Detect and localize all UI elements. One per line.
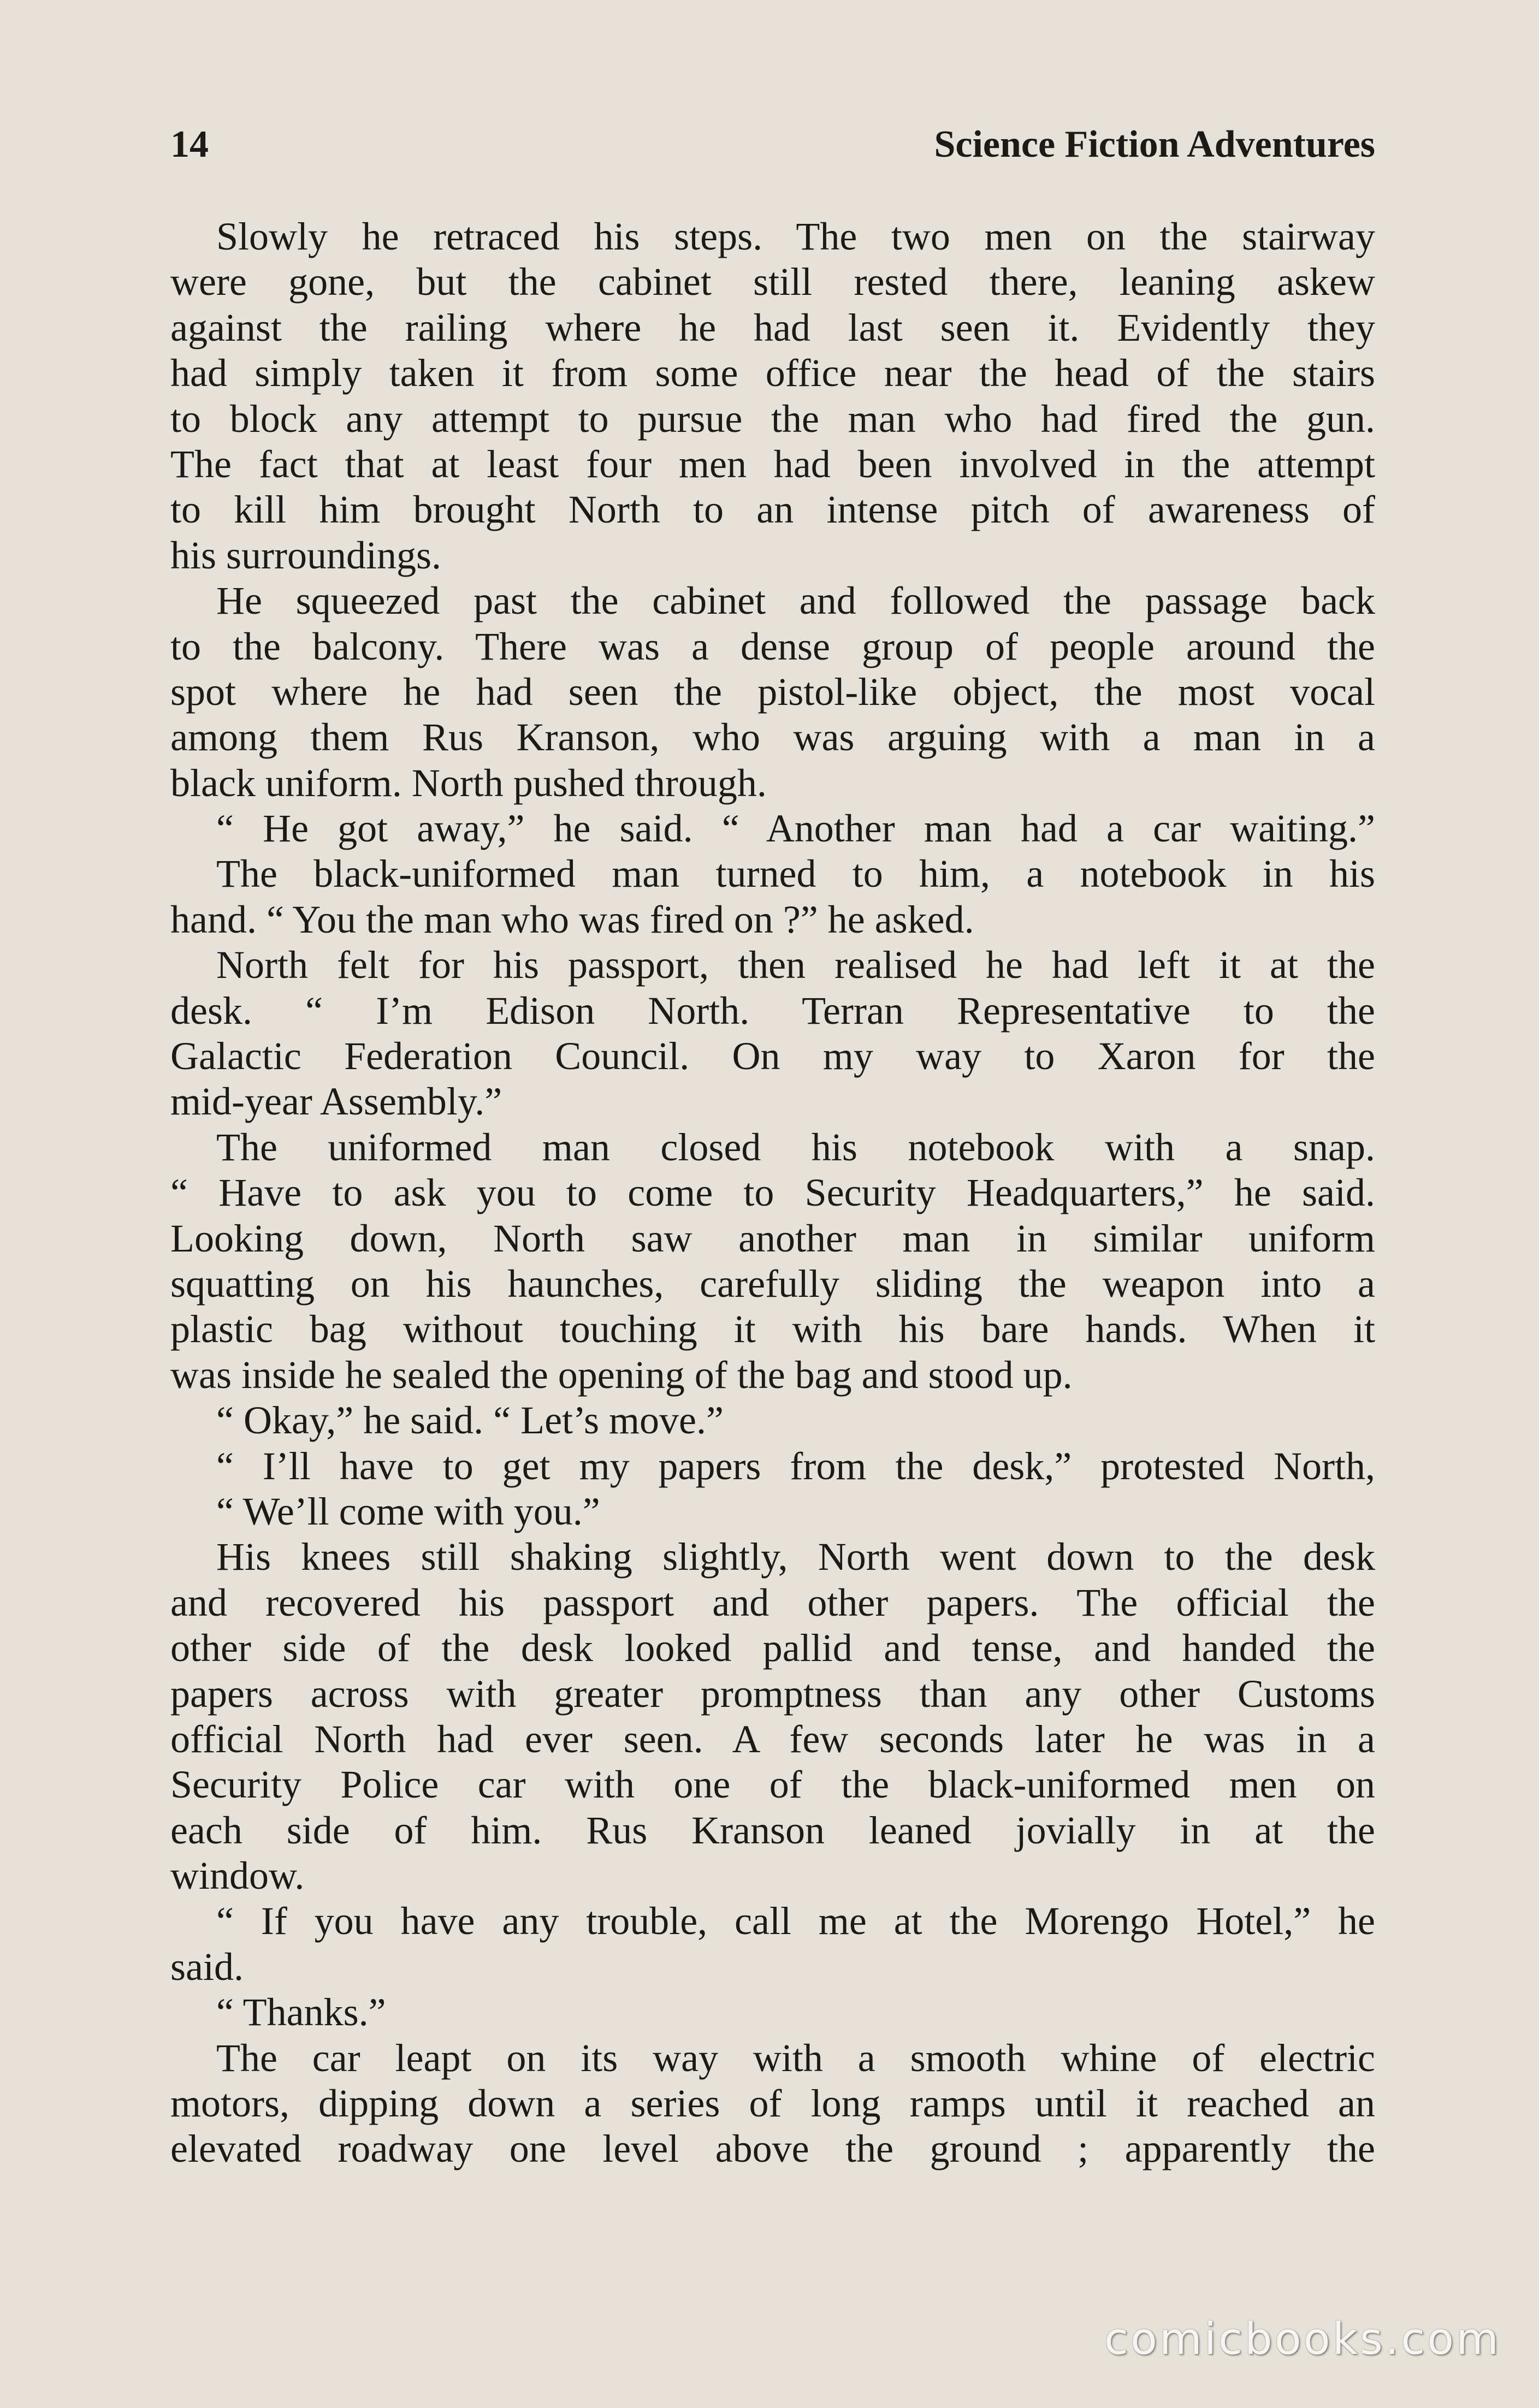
text-line: each side of him. Rus Kranson leaned jovially in at the <box>170 1808 1375 1852</box>
text-line: “ I’ll have to get my papers from the desk,” protested North, <box>216 1444 1375 1488</box>
text-line: was inside he sealed the opening of the bag and stood up. <box>170 1353 1073 1397</box>
text-line: elevated roadway one level above the ground ; apparently the <box>170 2127 1375 2171</box>
text-line: He squeezed past the cabinet and followed the passage back <box>216 579 1375 623</box>
text-line: to block any attempt to pursue the man who had fired the gun. <box>170 396 1375 441</box>
text-line: The car leapt on its way with a smooth whine of electric <box>216 2036 1375 2080</box>
text-line: North felt for his passport, then realised he had left it at the <box>216 943 1375 987</box>
text-line: hand. “ You the man who was fired on ?” he asked. <box>170 897 974 941</box>
text-line: “ If you have any trouble, call me at the Morengo Hotel,” he <box>216 1899 1375 1943</box>
text-line: motors, dipping down a series of long ramps until it reached an <box>170 2081 1375 2126</box>
text-line: “ He got away,” he said. “ Another man had a car waiting.” <box>216 806 1375 851</box>
text-line: squatting on his haunches, carefully sliding the weapon into a <box>170 1261 1375 1306</box>
text-line: black uniform. North pushed through. <box>170 761 767 805</box>
text-line: “ Have to ask you to come to Security Headquarters,” he said. <box>170 1171 1375 1215</box>
text-line: Slowly he retraced his steps. The two men on the stairway <box>216 215 1375 258</box>
text-line: and recovered his passport and other papers. The official the <box>170 1580 1375 1624</box>
watermark: comicbooks.com <box>1104 2314 1501 2364</box>
text-line: to the balcony. There was a dense group of people around the <box>170 624 1375 668</box>
text-line: The uniformed man closed his notebook with a snap. <box>216 1125 1375 1169</box>
body-text <box>170 214 1375 2172</box>
text-line: window. <box>170 1854 305 1898</box>
text-line: “ Thanks.” <box>216 1990 386 2035</box>
text-line: “ Okay,” he said. “ Let’s move.” <box>216 1398 724 1443</box>
text-line: his surroundings. <box>170 533 442 577</box>
text-line: to kill him brought North to an intense pitch of awareness of <box>170 488 1375 532</box>
text-line: said. <box>170 1944 244 1989</box>
text-line: official North had ever seen. A few seconds later he was in a <box>170 1717 1375 1761</box>
text-line: were gone, but the cabinet still rested there, leaning askew <box>170 260 1375 304</box>
text-line: The black-uniformed man turned to him, a notebook in his <box>216 852 1375 896</box>
text-line: The fact that at least four men had been involved in the attempt <box>170 442 1375 486</box>
text-line: papers across with greater promptness than any other Customs <box>170 1671 1375 1716</box>
text-line: Galactic Federation Council. On my way to Xaron for the <box>170 1034 1375 1078</box>
text-line: had simply taken it from some office near the head of the stairs <box>170 351 1375 395</box>
text-line: plastic bag without touching it with his bare hands. When it <box>170 1307 1375 1351</box>
text-line: His knees still shaking slightly, North went down to the desk <box>216 1535 1375 1579</box>
running-title: Science Fiction Adventures <box>934 123 1375 165</box>
text-line: “ We’ll come with you.” <box>216 1489 600 1533</box>
text-line: against the railing where he had last seen it. Evidently they <box>170 305 1375 349</box>
text-line: spot where he had seen the pistol-like object, the most vocal <box>170 669 1375 714</box>
page-header <box>170 117 1375 172</box>
text-line: other side of the desk looked pallid and tense, and handed the <box>170 1626 1375 1670</box>
text-line: mid-year Assembly.” <box>170 1080 502 1124</box>
page-number: 14 <box>170 123 209 165</box>
text-line: Looking down, North saw another man in similar uniform <box>170 1216 1375 1260</box>
text-line: among them Rus Kranson, who was arguing with a man in a <box>170 715 1375 760</box>
text-line: desk. “ I’m Edison North. Terran Representative to the <box>170 988 1375 1033</box>
text-line: Security Police car with one of the black-uniformed men on <box>170 1763 1375 1807</box>
